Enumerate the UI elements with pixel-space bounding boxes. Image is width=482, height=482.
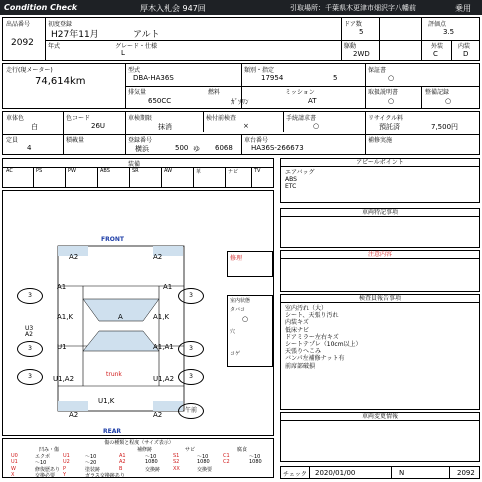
- panel-fender-left: A1: [57, 283, 67, 291]
- tire-value: 3: [189, 373, 193, 380]
- category-value: 17954: [261, 74, 284, 82]
- tire-front-left-icon: [17, 288, 43, 304]
- header-bar: [0, 0, 482, 15]
- reg-kana: ゆ: [193, 145, 200, 153]
- tester-line: 低床ナビ: [285, 326, 310, 334]
- row1-box: [2, 17, 480, 61]
- mileage-value: 74,614km: [35, 76, 86, 87]
- legend-header-rust: サビ: [185, 447, 196, 453]
- warranty-value: ○: [388, 74, 395, 82]
- tobacco-value: ○: [242, 315, 249, 323]
- load-label: 積載量: [66, 137, 85, 144]
- category-sub-value: 5: [333, 74, 338, 82]
- capacity-label: 定員: [6, 137, 19, 144]
- equip-abs: ABS: [100, 168, 110, 174]
- legend-header-repair: 補修跡: [137, 447, 153, 453]
- reg-no-label: 登録番号: [128, 137, 153, 144]
- repair-note-label: 補修実施: [368, 137, 393, 144]
- front-label: FRONT: [101, 236, 124, 243]
- tester-line: シートテプレ（10cm以上）: [285, 341, 362, 349]
- inspection-notes-title: 車両特記事項: [281, 209, 479, 217]
- model-year-label: 年式: [48, 43, 61, 50]
- equip-ps: PS: [36, 168, 43, 174]
- score-value: 3.5: [443, 28, 455, 36]
- interior-label: 内装: [458, 43, 471, 50]
- equip-leather: 革: [196, 169, 202, 175]
- manual-value: ○: [388, 97, 395, 105]
- manual-label: 取扱説明書: [368, 89, 399, 96]
- tire-value: 3: [28, 345, 32, 352]
- recycle-fee: 7,500円: [431, 123, 459, 131]
- panel-rear-door-right: A1,A1: [153, 343, 174, 351]
- panel-front-right: A2: [153, 253, 163, 261]
- equipment-box: [2, 158, 274, 188]
- panel-roof: A: [118, 313, 123, 321]
- body-color-label: 車体色: [6, 115, 25, 122]
- legend-header-corrosion: 腐食: [237, 447, 248, 453]
- vehicle-purpose: 乗用: [455, 4, 471, 13]
- mission-value: AT: [308, 97, 317, 105]
- panel-left-step: U3 A2: [25, 325, 34, 338]
- interior-condition-label: 室内状態: [230, 298, 251, 304]
- damage-diagram: [2, 190, 274, 436]
- reg-number: 6068: [215, 144, 233, 152]
- tester-line: シート、天張り汚れ: [285, 312, 339, 320]
- grade-value: L: [121, 49, 125, 57]
- score-label: 評価点: [428, 21, 447, 28]
- first-reg-value: H27年11月: [51, 30, 99, 40]
- color-code-value: 26U: [91, 122, 106, 130]
- reg-area: 横浜: [135, 145, 149, 153]
- auction-title: 厚木入札会 947回: [140, 4, 206, 13]
- lot-label: 出品番号: [6, 21, 31, 28]
- appeal-line: ABS: [285, 176, 297, 183]
- grade-label: グレード・仕様: [115, 43, 158, 50]
- footer-mark: N: [399, 469, 405, 477]
- tire-front-right-icon: [178, 288, 204, 304]
- pre-inspection-value: ×: [243, 122, 249, 130]
- record-label: 整備記録: [425, 89, 450, 96]
- legend-title: 傷の種類と程度（サイズ表示）: [104, 440, 174, 446]
- model-value: DBA-HA36S: [133, 74, 174, 82]
- trunk-label: trunk: [106, 371, 122, 378]
- mission-label: ミッション: [285, 89, 315, 96]
- interior-condition-box: [227, 295, 273, 367]
- interior-value: D: [463, 50, 469, 58]
- footer-check-label: チェック: [283, 471, 307, 478]
- damage-label: コゲ: [230, 351, 241, 357]
- rear-label: REAR: [103, 428, 121, 435]
- condition-check-title: Condition Check: [4, 3, 78, 12]
- spare-tire-value: 午前: [184, 407, 197, 414]
- tester-report-title: 検査員報告事項: [281, 295, 479, 303]
- displacement-value: 650CC: [148, 97, 172, 105]
- repair-box: [227, 251, 273, 277]
- procedure-request-label: 手続請求書: [286, 115, 317, 122]
- legend-header-dent: 凹み・傷: [39, 447, 60, 453]
- panel-rear-bumper: U1,K: [98, 397, 115, 405]
- drive-label: 駆動: [344, 43, 357, 50]
- record-value: ○: [445, 97, 452, 105]
- tester-line: 室内汚れ（大）: [285, 305, 328, 312]
- vehicle-change-title: 車両変更情報: [281, 413, 479, 421]
- warranty-label: 保証書: [368, 67, 387, 74]
- recycle-label: リサイクル料: [368, 115, 404, 122]
- panel-fender-right: A1: [163, 283, 173, 291]
- tire-mid-right-icon: [178, 341, 204, 357]
- inspection-expiry-value: 抹消: [158, 123, 172, 131]
- chassis-value: HA36S-266673: [251, 144, 304, 152]
- capacity-value: 4: [27, 144, 32, 152]
- tester-line: ドアミラー左右キズ: [285, 333, 339, 341]
- repair-label: 修理: [230, 255, 243, 262]
- tester-line: 前席部破損: [285, 362, 316, 370]
- tire-value: 3: [28, 373, 32, 380]
- footer-date: 2020/01/00: [315, 469, 356, 477]
- tire-rear-right-icon: [178, 369, 204, 385]
- door-value: 5: [359, 28, 364, 36]
- caution-title: 注意内容: [281, 251, 479, 259]
- model-label: 型式: [128, 67, 141, 74]
- mileage-label: 走行(現メーター): [6, 67, 53, 74]
- tester-line: バンパ左補修ナット有: [285, 355, 345, 363]
- appeal-line: エアバッグ: [285, 169, 315, 176]
- chassis-label: 車台番号: [244, 137, 269, 144]
- equipment-title: 装備: [128, 161, 141, 168]
- footer-lot: 2092: [457, 469, 475, 477]
- tester-report-box: [280, 294, 480, 410]
- car-name: アルト: [133, 30, 160, 40]
- equip-aw: AW: [164, 168, 173, 174]
- equip-tv: TV: [254, 168, 261, 174]
- tester-line: 内装キズ: [285, 319, 309, 327]
- procedure-request-value: ○: [313, 122, 320, 130]
- tire-rear-left-icon: [17, 369, 43, 385]
- first-reg-label: 初度登録: [48, 21, 73, 28]
- category-label: 類別・指定: [244, 67, 275, 74]
- panel-rear-quarter-right: U1,A2: [153, 375, 175, 383]
- fuel-value: ｶﾞｿﾘﾝ: [231, 98, 249, 106]
- row3-box: [2, 111, 480, 155]
- footer-box: [280, 466, 480, 479]
- fuel-label: 燃料: [208, 89, 221, 96]
- panel-rear-quarter-left: U1,A2: [53, 375, 75, 383]
- drive-value: 2WD: [353, 50, 370, 58]
- panel-front-left: A2: [69, 253, 79, 261]
- body-color-value: 白: [31, 123, 38, 131]
- stain-label: 穴: [230, 329, 236, 335]
- pickup-location: 引取場所：千葉県木更津市畑沢字八幡前: [290, 4, 416, 12]
- color-code-label: 色コード: [66, 115, 91, 122]
- spare-tire-icon: [178, 403, 204, 419]
- displacement-label: 排気量: [128, 89, 147, 96]
- appeal-box: [280, 158, 480, 203]
- equip-ac: AC: [6, 168, 13, 174]
- panel-rear-door-left: U1: [57, 343, 67, 351]
- panel-rear-right: A2: [153, 411, 163, 419]
- exterior-label: 外装: [431, 43, 444, 50]
- tobacco-label: タバコ: [230, 307, 245, 313]
- vehicle-change-box: [280, 412, 480, 462]
- equip-navi: ナビ: [228, 169, 239, 175]
- pre-inspection-label: 検付前検査: [206, 115, 237, 122]
- inspection-notes-box: [280, 208, 480, 248]
- equip-sr: SR: [132, 168, 139, 174]
- tire-mid-left-icon: [17, 341, 43, 357]
- tire-value: 3: [189, 345, 193, 352]
- appeal-title: アピールポイント: [281, 159, 479, 167]
- caution-box: [280, 250, 480, 292]
- tire-value: 3: [28, 292, 32, 299]
- door-label: ドア数: [344, 21, 362, 28]
- reg-class: 500: [175, 144, 189, 152]
- recycle-status: 預託済: [379, 123, 400, 131]
- tire-value: 3: [189, 292, 193, 299]
- row2-box: [2, 63, 480, 109]
- panel-rear-left: A2: [69, 411, 79, 419]
- tester-line: 天張りへこみ: [285, 348, 322, 356]
- equip-pw: PW: [68, 168, 76, 174]
- exterior-value: C: [433, 50, 438, 58]
- inspection-expiry-label: 車検期限: [128, 115, 153, 122]
- damage-legend: 傷の種類と程度（サイズ表示） 凹み・傷 補修跡 サビ 腐食 U0 エクボ U1 〜10 A1 〜10 S1 〜10 C1 〜10 U1 〜10 U2 〜20 A2 1080 S2 1080 C2 1080 W 修復歴あり P 塗装跡 B 交換跡 XX 交換要 X 交換必要 Y ガラス交換跡あり: [2, 438, 274, 478]
- panel-front-door-right: A1,K: [153, 313, 170, 321]
- appeal-line: ETC: [285, 183, 297, 190]
- panel-front-door-left: A1,K: [57, 313, 74, 321]
- lot-number: 2092: [11, 38, 34, 48]
